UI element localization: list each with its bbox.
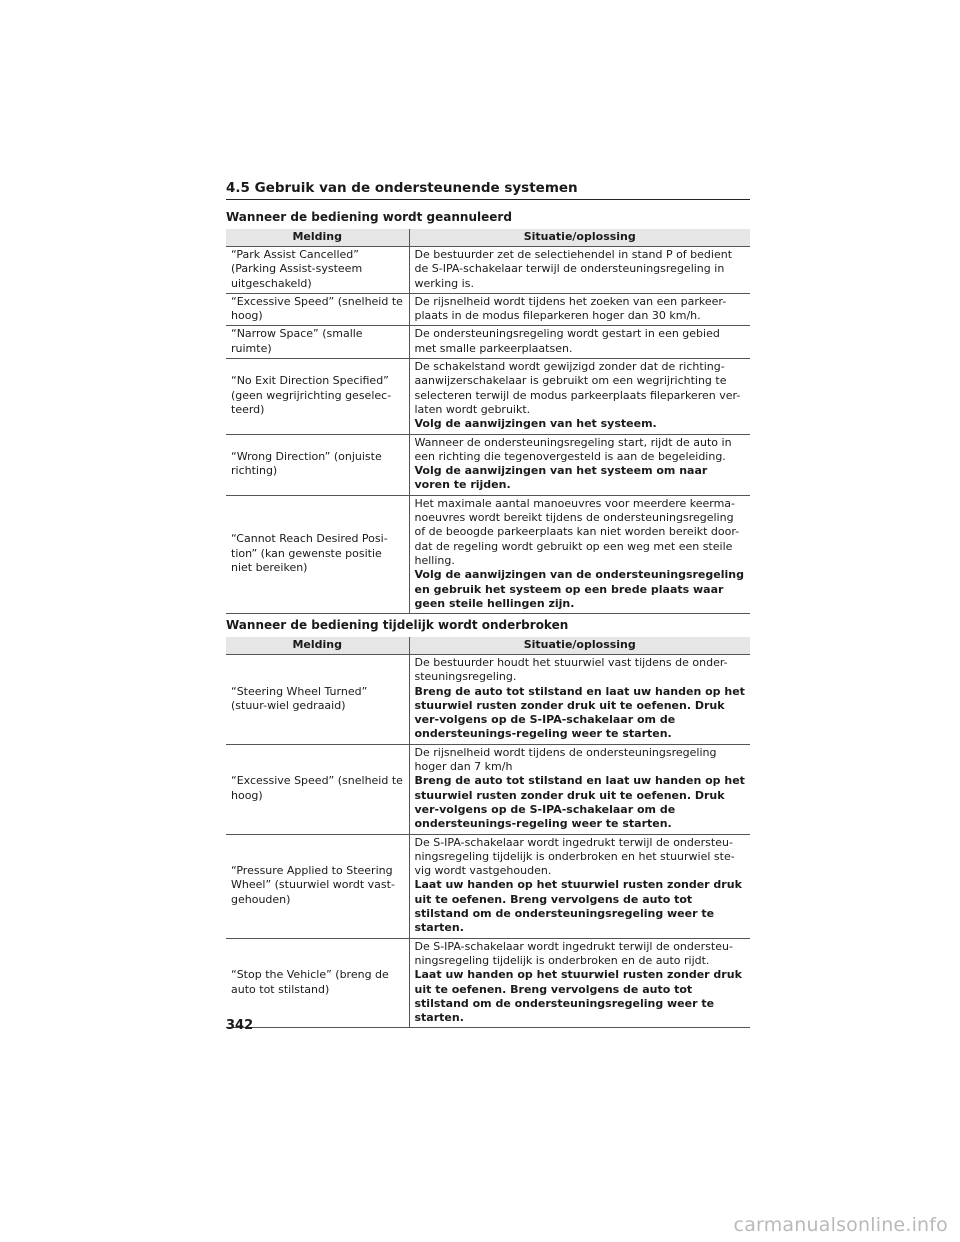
message-cell: “Excessive Speed” (snelheid te hoog) [226,744,409,834]
table-row [226,655,750,745]
solution-cell [409,938,750,1028]
table-row [226,434,750,495]
action-text: Volg de aanwijzingen van het systeem. [414,417,657,431]
table-row [226,359,750,434]
section-header: 4.5 Gebruik van de ondersteunende systemen [226,180,750,200]
situation-text: De schakelstand wordt gewijzigd zonder dat de richting-aanwijzerschakelaar is gebruikt om een wegrijrichting te selecteren terwijl de modus parkeerplaats fileparkeren ver-laten wordt gebruikt. [414,360,741,416]
action-text: Breng de auto tot stilstand en laat uw handen op het stuurwiel rusten zonder druk uit te oefenen. Druk ver-volgens op de S-IPA-schakelaar om de ondersteunings-regeling weer te starten. [414,774,745,831]
situation-text: De bestuurder zet de selectiehendel in stand P of bedient de S-IPA-schakelaar terwijl de ondersteuningsregeling in werking is. [414,248,733,290]
message-cell: “Cannot Reach Desired Posi-tion” (kan gewenste positie niet bereiken) [226,495,409,613]
situation-text: De rijsnelheid wordt tijdens het zoeken van een parkeer-plaats in de modus fileparkeren hoger dan 30 km/h. [414,294,727,323]
table-row [226,326,750,359]
table-row [226,247,750,294]
cancel-messages-table [226,229,750,614]
table-row [226,938,750,1028]
column-header-message: Melding [226,229,409,247]
situation-text: De bestuurder houdt het stuurwiel vast tijdens de onder-steuningsregeling. [414,656,728,684]
table-row [226,744,750,834]
message-cell: “Pressure Applied to Steering Wheel” (stuurwiel wordt vast-gehouden) [226,834,409,938]
solution-cell [409,293,750,326]
table-header-row [226,637,750,655]
situation-text: De S-IPA-schakelaar wordt ingedrukt terwijl de ondersteu-ningsregeling tijdelijk is onderbroken en het stuurwiel ste-vig wordt vastgehouden. [414,835,735,878]
table1-title: Wanneer de bediening wordt geannuleerd [226,210,512,224]
solution-cell [409,359,750,434]
solution-cell [409,495,750,613]
message-cell: “Narrow Space” (smalle ruimte) [226,326,409,359]
solution-cell [409,434,750,495]
action-text: Volg de aanwijzingen van het systeem om naar voren te rijden. [414,464,708,492]
message-cell: “Excessive Speed” (snelheid te hoog) [226,293,409,326]
solution-cell [409,247,750,294]
action-text: Laat uw handen op het stuurwiel rusten zonder druk uit te oefenen. Breng vervolgens de auto tot stilstand om de ondersteuningsregeling weer te starten. [414,968,742,1025]
table2-title: Wanneer de bediening tijdelijk wordt onderbroken [226,618,569,632]
table-header-row [226,229,750,247]
interrupt-messages-table [226,637,750,1028]
table-row [226,495,750,613]
table-row [226,834,750,938]
message-cell: “Stop the Vehicle” (breng de auto tot stilstand) [226,938,409,1028]
column-header-message: Melding [226,637,409,655]
message-cell: “No Exit Direction Specified” (geen wegrijrichting geselec-teerd) [226,359,409,434]
column-header-solution: Situatie/oplossing [409,229,750,247]
page-number: 342 [226,1018,254,1033]
situation-text: De S-IPA-schakelaar wordt ingedrukt terwijl de ondersteu-ningsregeling tijdelijk is onderbroken en de auto rijdt. [414,939,733,967]
situation-text: De ondersteuningsregeling wordt gestart in een gebied met smalle parkeerplaatsen. [414,327,720,355]
solution-cell [409,326,750,359]
situation-text: De rijsnelheid wordt tijdens de ondersteuningsregeling hoger dan 7 km/h [414,745,717,774]
action-text: Volg de aanwijzingen van de ondersteuningsregeling en gebruik het systeem op een brede plaats waar geen steile hellingen zijn. [414,568,744,610]
situation-text: Het maximale aantal manoeuvres voor meerdere keerma-noeuvres wordt bereikt tijdens de ondersteuningsregeling of de beoogde parkeerplaats kan niet worden bereikt door-dat de regeling wordt gebruikt op een weg met een steile helling. [414,496,740,567]
solution-cell [409,655,750,745]
table-row [226,293,750,326]
action-text: Breng de auto tot stilstand en laat uw handen op het stuurwiel rusten zonder druk uit te oefenen. Druk ver-volgens op de S-IPA-schakelaar om de ondersteunings-regeling weer te starten. [414,684,745,741]
message-cell: “Wrong Direction” (onjuiste richting) [226,434,409,495]
message-cell: “Steering Wheel Turned” (stuur-wiel gedraaid) [226,655,409,745]
solution-cell [409,744,750,834]
watermark: carmanualsonline.info [733,1214,948,1236]
action-text: Laat uw handen op het stuurwiel rusten zonder druk uit te oefenen. Breng vervolgens de auto tot stilstand om de ondersteuningsregeling weer te starten. [414,878,742,935]
message-cell: “Park Assist Cancelled” (Parking Assist-systeem uitgeschakeld) [226,247,409,294]
situation-text: Wanneer de ondersteuningsregeling start, rijdt de auto in een richting die tegenovergesteld is aan de begeleiding. [414,435,732,463]
column-header-solution: Situatie/oplossing [409,637,750,655]
solution-cell [409,834,750,938]
